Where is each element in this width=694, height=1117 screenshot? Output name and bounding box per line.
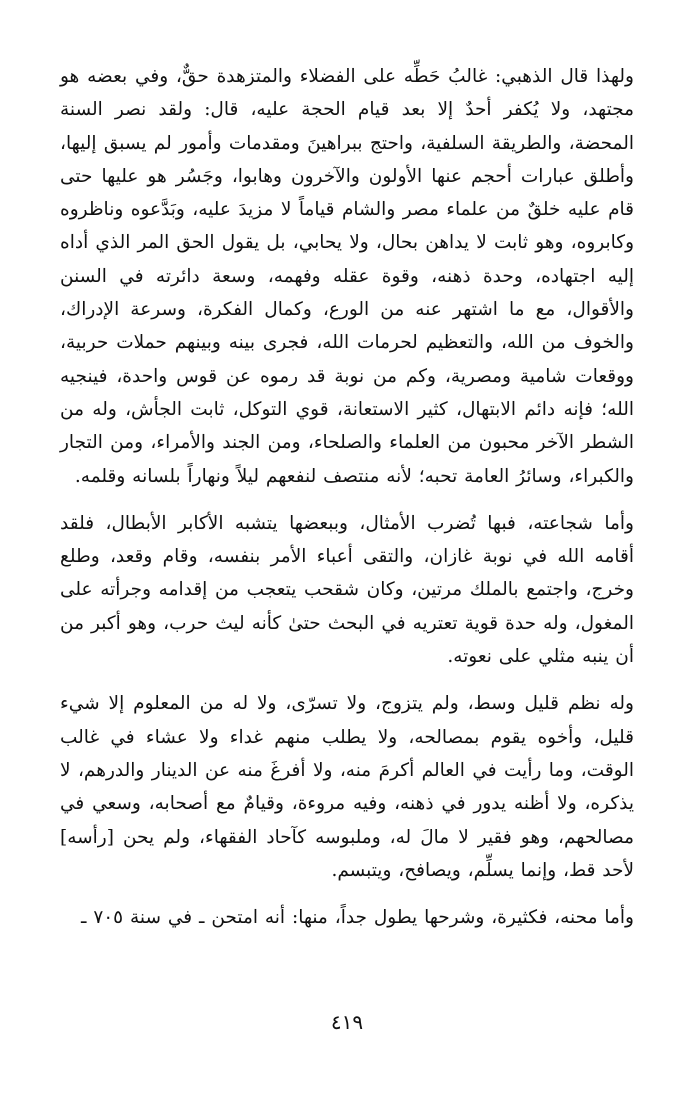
paragraph-courage: وأما شجاعته، فبها تُضرب الأمثال، وببعضها يتشبه الأكابر الأبطال، فلقد أقامه الله في نوبة غازان، والتقى أعباء الأمر بنفسه، وقام وقعد، وطلع وخرج، واجتمع بالملك مرتين، وكان شقحب يتعجب من إقدامه وجرأته على المغول، وله حدة قوية تعتريه في البحث حتىٰ كأنه ليث حرب، وهو أكبر من أن ينبه مثلي على نعوته. bbox=[60, 512, 634, 668]
page-body bbox=[60, 60, 634, 934]
paragraph-trials: وأما محنه، فكثيرة، وشرحها يطول جداً، منها: أنه امتحن ـ في سنة ٧٠٥ ـ bbox=[81, 907, 634, 929]
page-number: ٤١٩ bbox=[330, 1010, 364, 1034]
paragraph-character: وله نظم قليل وسط، ولم يتزوج، ولا تسرّى، ولا له من المعلوم إلا شيء قليل، وأخوه يقوم بمصالحه، ولا يطلب منهم غداء ولا عشاء في غالب الوقت، وما رأيت في العالم أكرمَ منه، ولا أفرغَ منه عن الدينار والدرهم، لا يذكره، ولا أظنه يدور في ذهنه، وفيه مروءة، وقيامٌ مع أصحابه، وسعي في مصالحهم، وهو فقير لا مالَ له، وملبوسه كآحاد الفقهاء، ولم يحن [رأسه] لأحد قط، وإنما يسلِّم، ويصافح، ويتبسم. bbox=[60, 693, 634, 881]
paragraph-dhahabi-quote: ولهذا قال الذهبي: غالبُ حَطِّه على الفضلاء والمتزهدة حقٌّ، وفي بعضه هو مجتهد، ولا يُكفر أحدٌ إلا بعد قيام الحجة عليه، قال: ولقد نصر السنة المحضة، والطريقة السلفية، واحتج ببراهينَ ومقدمات وأمور لم يسبق إليها، وأطلق عبارات أحجم عنها الأولون والآخرون وهابوا، وجَسُر هو عليها حتى قام عليه خلقٌ من علماء مصر والشام قياماً لا مزيدَ عليه، وبَدَّعوه وناظروه وكابروه، وهو ثابت لا يداهن بحال، ولا يحابي، بل يقول الحق المر الذي أداه إليه اجتهاده، وحدة ذهنه، وقوة عقله وفهمه، وسعة دائرته في السنن والأقوال، مع ما اشتهر عنه من الورع، وكمال الفكرة، وسرعة الإدراك، والخوف من الله، والتعظيم لحرمات الله، فجرى بينه وبينهم حملات حربية، ووقعات شامية ومصرية، وكم من نوبة قد رموه عن قوس واحدة، فينجيه الله؛ فإنه دائم الابتهال، كثير الاستعانة، قوي التوكل، ثابت الجأش، وله من الشطر الآخر محبون من العلماء والصلحاء، ومن الجند والأمراء، ومن التجار والكبراء، وسائرُ العامة تحبه؛ لأنه منتصف لنفعهم ليلاً ونهاراً بلسانه وقلمه. bbox=[60, 66, 634, 487]
